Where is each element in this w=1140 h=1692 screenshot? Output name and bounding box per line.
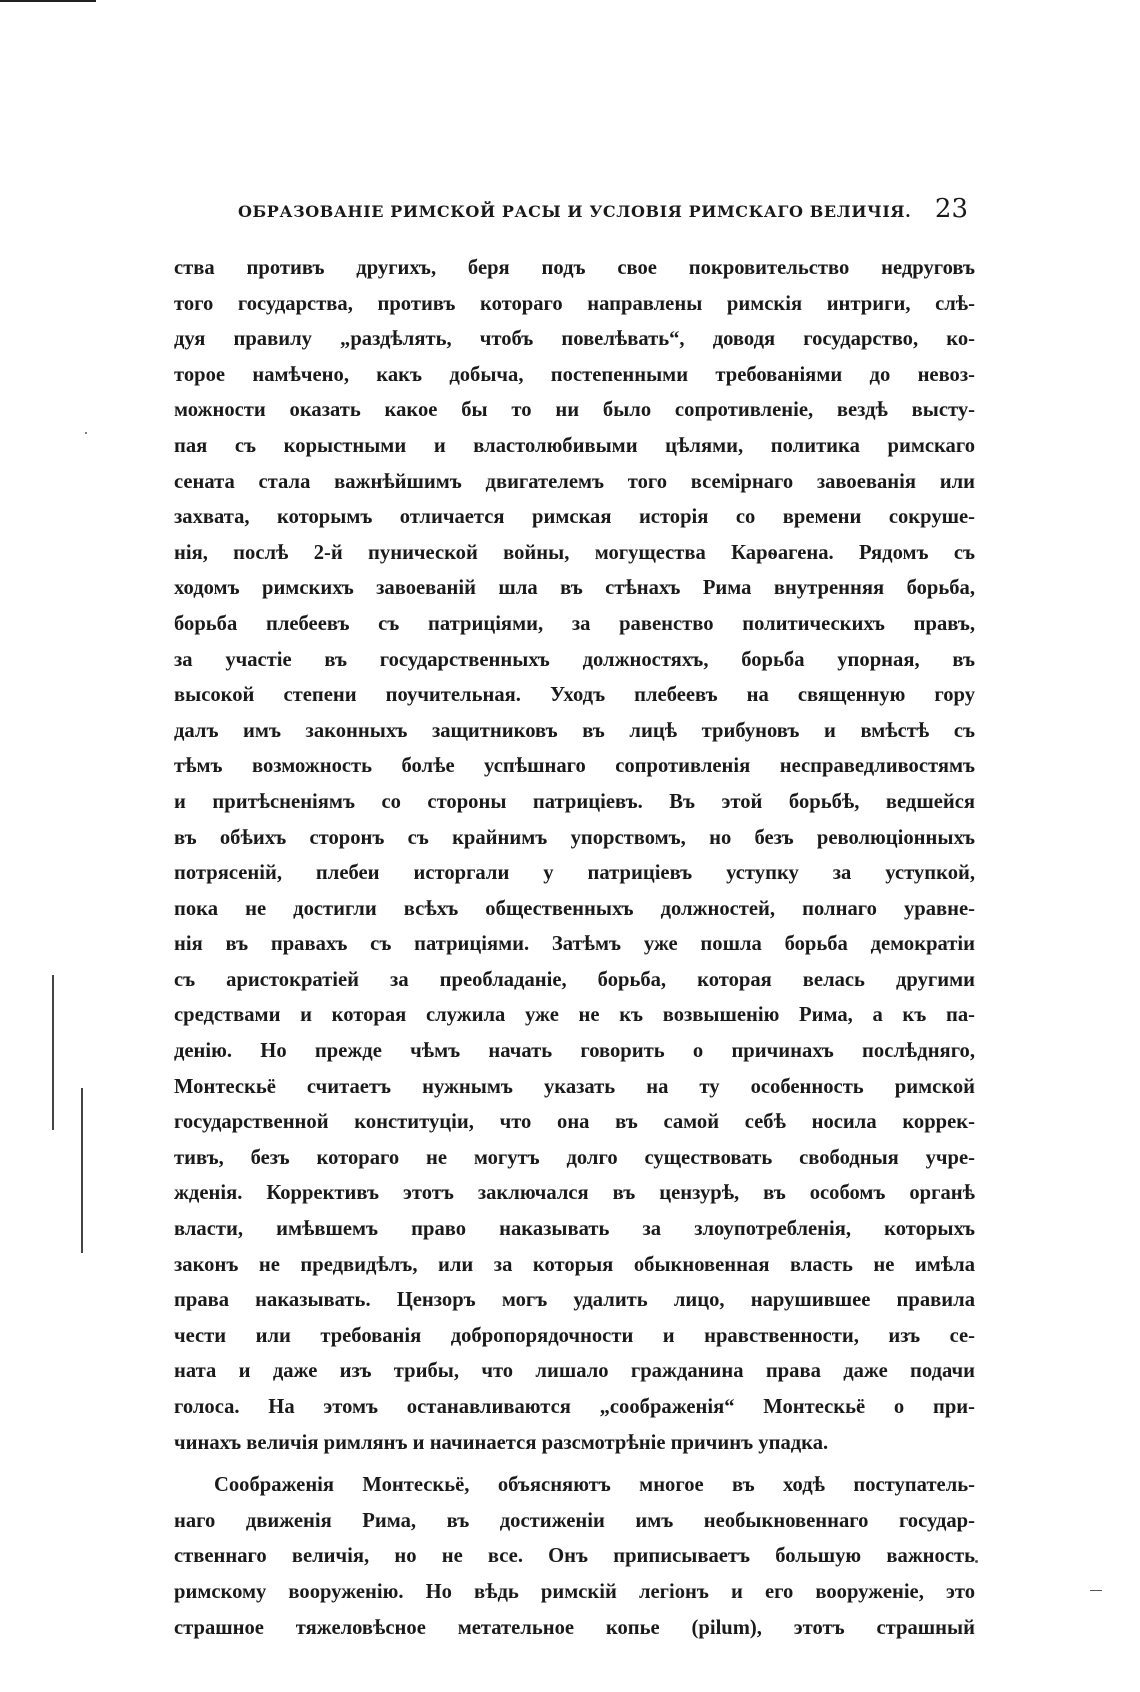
page-number: 23 [934, 194, 968, 224]
text-line: власти, имѣвшемъ право наказывать за злоупотребленія, которыхъ [174, 1218, 975, 1241]
text-line: борьба плебеевъ съ патриціями, за равенство политическихъ правъ, [174, 612, 975, 635]
body-text [174, 251, 975, 1646]
text-line: въ обѣихъ сторонъ съ крайнимъ упорствомъ, но безъ революціонныхъ [174, 826, 975, 849]
scan-speck [975, 1560, 978, 1563]
text-line: потрясеній, плебеи исторгали у патриціевъ уступку за уступкой, [174, 862, 975, 885]
text-line: высокой степени поучительная. Уходъ плебеевъ на священную гору [174, 684, 975, 707]
running-title: ОБРАЗОВАНІЕ РИМСКОЙ РАСЫ И УСЛОВІЯ РИМСКАГО ВЕЛИЧІЯ. [238, 202, 912, 221]
scan-edge-mark [0, 0, 96, 2]
text-line: законъ не предвидѣлъ, или за которыя обыкновенная власть не имѣла [174, 1253, 975, 1276]
text-line: дуя правилу „раздѣлять, чтобъ повелѣвать“, доводя государство, ко- [174, 328, 975, 351]
text-line: голоса. На этомъ останавливаются „соображенія“ Монтескьё о при- [174, 1396, 975, 1418]
text-line: нія въ правахъ съ патриціями. Затѣмъ уже пошла борьба демократіи [174, 933, 975, 956]
text-line: права наказывать. Цензоръ могъ удалить лицо, нарушившее правила [174, 1289, 975, 1312]
text-line: того государства, противъ котораго направлены римскія интриги, слѣ- [174, 292, 975, 315]
margin-rule-right [81, 1088, 83, 1253]
text-line: Монтескьё считаетъ нужнымъ указать на ту особенность римской [174, 1075, 975, 1098]
text-line-paragraph-start: Соображенія Монтескьё, объясняютъ многое въ ходѣ поступатель- [214, 1474, 975, 1497]
text-line: захвата, которымъ отличается римская исторія со времени сокруше- [174, 506, 975, 529]
text-line: пая съ корыстными и властолюбивыми цѣлями, политика римскаго [174, 434, 975, 457]
text-line: денію. Но прежде чѣмъ начать говорить о причинахъ послѣдняго, [174, 1040, 975, 1063]
text-line: тѣмъ возможность болѣе успѣшнаго сопротивленія несправедливостямъ [174, 755, 975, 778]
text-line: средствами и которая служила уже не къ возвышенію Рима, а къ па- [174, 1004, 975, 1027]
text-line: съ аристократіей за преобладаніе, борьба, которая велась другими [174, 968, 975, 991]
text-line: сената стала важнѣйшимъ двигателемъ того всемірнаго завоеванія или [174, 470, 975, 493]
running-head [238, 194, 968, 224]
text-line: нія, послѣ 2-й пунической войны, могущества Карѳагена. Рядомъ съ [174, 541, 975, 564]
text-line: тивъ, безъ котораго не могутъ долго существовать свободныя учре- [174, 1146, 975, 1169]
text-line-paragraph-end: чинахъ величія римлянъ и начинается разсмотрѣніе причинъ упадка. [174, 1431, 829, 1454]
text-line: за участіе въ государственныхъ должностяхъ, борьба упорная, въ [174, 648, 975, 671]
text-line: государственной конституціи, что она въ самой себѣ носила коррек- [174, 1111, 975, 1134]
text-line: ства противъ другихъ, беря подъ свое покровительство недруговъ [174, 257, 975, 279]
text-line: жденія. Коррективъ этотъ заключался въ цензурѣ, въ особомъ органѣ [174, 1182, 975, 1205]
scan-speck [1090, 1590, 1102, 1591]
scan-speck [85, 432, 87, 434]
text-line: ходомъ римскихъ завоеваній шла въ стѣнахъ Рима внутренняя борьба, [174, 577, 975, 600]
text-line: можности оказать какое бы то ни было сопротивленіе, вездѣ высту- [174, 399, 975, 422]
text-line: торое намѣчено, какъ добыча, постепенными требованіями до невоз- [174, 363, 975, 386]
text-line: римскому вооруженію. Но вѣдь римскій легіонъ и его вооруженіе, это [174, 1580, 975, 1603]
text-line: ната и даже изъ трибы, что лишало гражданина права даже подачи [174, 1360, 975, 1383]
text-line: наго движенія Рима, въ достиженіи имъ необыкновеннаго государ- [174, 1509, 975, 1532]
text-line: страшное тяжеловѣсное метательное копье (pilum), этотъ страшный [174, 1616, 975, 1639]
margin-rule-left [52, 975, 54, 1130]
text-line: далъ имъ законныхъ защитниковъ въ лицѣ трибуновъ и вмѣстѣ съ [174, 719, 975, 742]
text-line: чести или требованія добропорядочности и нравственности, изъ се- [174, 1324, 975, 1347]
text-line: и притѣсненіямъ со стороны патриціевъ. Въ этой борьбѣ, ведшейся [174, 790, 975, 813]
text-line: пока не достигли всѣхъ общественныхъ должностей, полнаго уравне- [174, 897, 975, 920]
text-line: ственнаго величія, но не все. Онъ приписываетъ большую важность [174, 1545, 975, 1568]
